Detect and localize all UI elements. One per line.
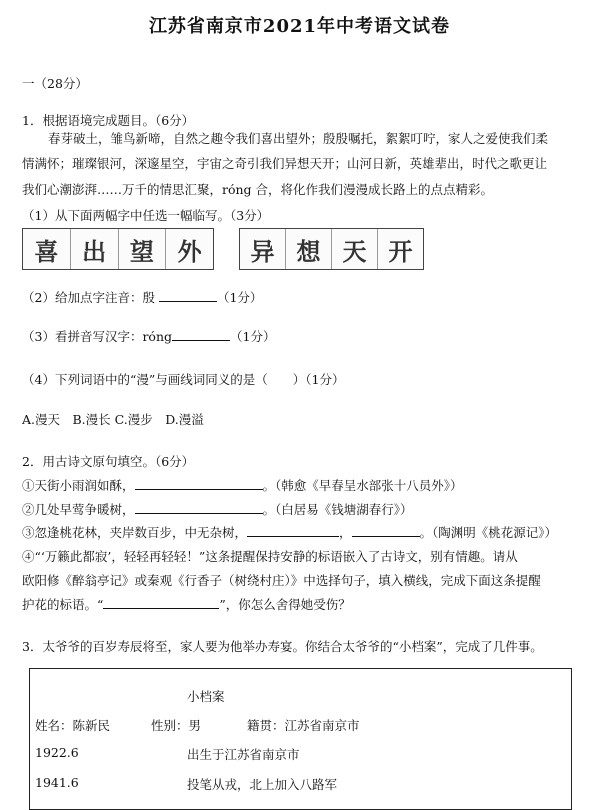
copybook-sample-1 <box>22 228 214 270</box>
copybook-char: 外 <box>177 237 202 266</box>
question-2-stem: 2．用古诗文原句填空。（6分） <box>22 454 195 469</box>
question-1-paragraph-line: 春芽破土，雏鸟新啼，自然之趣令我们喜出望外；殷殷嘱托，絮絮叮咛，家人之爱使我们柔 <box>48 131 549 146</box>
answer-blank[interactable] <box>352 524 420 537</box>
question-1-paragraph-line: 情满怀；璀璨银河，深邃星空，宇宙之奇引我们异想天开；山河日新，英雄辈出，时代之歌更让 <box>22 156 548 171</box>
slogan-line <box>22 595 351 613</box>
archive-name: 姓名：陈新民 <box>35 718 111 733</box>
answer-blank[interactable] <box>135 477 263 490</box>
poem-separator: ， <box>339 525 352 540</box>
answer-blank[interactable] <box>135 501 263 514</box>
answer-blank[interactable] <box>159 289 217 302</box>
poem-source: 。（白居易《钱塘湖春行》） <box>262 502 413 517</box>
question-1-sub-2 <box>22 288 262 306</box>
answer-blank[interactable] <box>103 596 219 609</box>
archive-gender: 性别：男 <box>151 718 202 733</box>
sub-3-score: （1分） <box>230 329 276 344</box>
question-1-sub-3 <box>22 327 275 345</box>
copybook-char: 出 <box>71 229 119 269</box>
slogan-line: ④“‘万籁此都寂’，轻轻再轻轻！”这条提醒保持安静的标语嵌入了古诗文，别有情趣。请从 <box>22 549 518 564</box>
question-3-stem: 3．太爷爷的百岁寿辰将至，家人要为他举办寿宴。你结合太爷爷的“小档案”，完成了几件事。 <box>22 639 543 654</box>
question-1-sub-1: （1）从下面两幅字中任选一幅临写。（3分） <box>22 208 270 223</box>
copybook-char: 异 <box>240 229 286 269</box>
poem-prompt: ①天街小雨润如酥， <box>22 478 135 493</box>
copybook-char: 天 <box>332 229 378 269</box>
sub-2-score: （1分） <box>216 290 263 305</box>
poem-line-2 <box>22 500 413 518</box>
archive-year: 1922.6 <box>35 745 79 760</box>
copybook-sample-2 <box>239 228 424 270</box>
archive-card <box>29 668 572 810</box>
answer-blank[interactable] <box>172 328 230 341</box>
poem-source: 。（陶渊明《桃花源记》） <box>419 525 558 540</box>
question-1-paragraph-line: 我们心潮澎湃……万千的情思汇聚，róng 合，将化作我们漫漫成长路上的点点精彩。 <box>22 182 494 197</box>
question-1-stem: 1．根据语境完成题目。（6分） <box>22 113 195 128</box>
poem-prompt: ③忽逢桃花林，夹岸数百步，中无杂树， <box>22 525 248 540</box>
question-1-sub-4: （4）下列词语中的“漫”与画线词同义的是（ ）（1分） <box>22 372 345 387</box>
archive-year: 1941.6 <box>35 775 79 790</box>
slogan-line: 欧阳修《醉翁亭记》或秦观《行香子（树绕村庄）》中选择句子，填入横线，完成下面这条提醒 <box>22 573 541 588</box>
slogan-prompt: 护花的标语。“ <box>22 597 104 612</box>
archive-event: 出生于江苏省南京市 <box>187 747 300 762</box>
sub-3-prompt: （3）看拼音写汉字：róng <box>22 329 173 344</box>
poem-source: 。（韩愈《早春呈水部张十八员外》） <box>262 478 463 493</box>
page-title: 江苏省南京市2021年中考语文试卷 <box>148 16 451 37</box>
poem-prompt: ②几处早莺争暖树， <box>22 502 135 517</box>
poem-line-1 <box>22 476 463 494</box>
section-heading: 一（28分） <box>22 76 88 91</box>
question-1-options: A.漫天 B.漫长 C.漫步 D.漫溢 <box>22 412 204 427</box>
copybook-char: 望 <box>119 229 167 269</box>
archive-native-place: 籍贯：江苏省南京市 <box>247 718 360 733</box>
copybook-char: 开 <box>388 237 413 266</box>
slogan-suffix: ”，你怎么舍得她受伤？ <box>219 597 351 612</box>
answer-blank[interactable] <box>247 524 339 537</box>
archive-heading: 小档案 <box>187 689 225 704</box>
sub-2-prompt: （2）给加点字注音：殷 <box>22 290 159 305</box>
copybook-char: 喜 <box>23 229 71 269</box>
copybook-char: 想 <box>286 229 332 269</box>
archive-event: 投笔从戎，北上加入八路军 <box>187 777 338 792</box>
poem-line-3 <box>22 523 557 541</box>
